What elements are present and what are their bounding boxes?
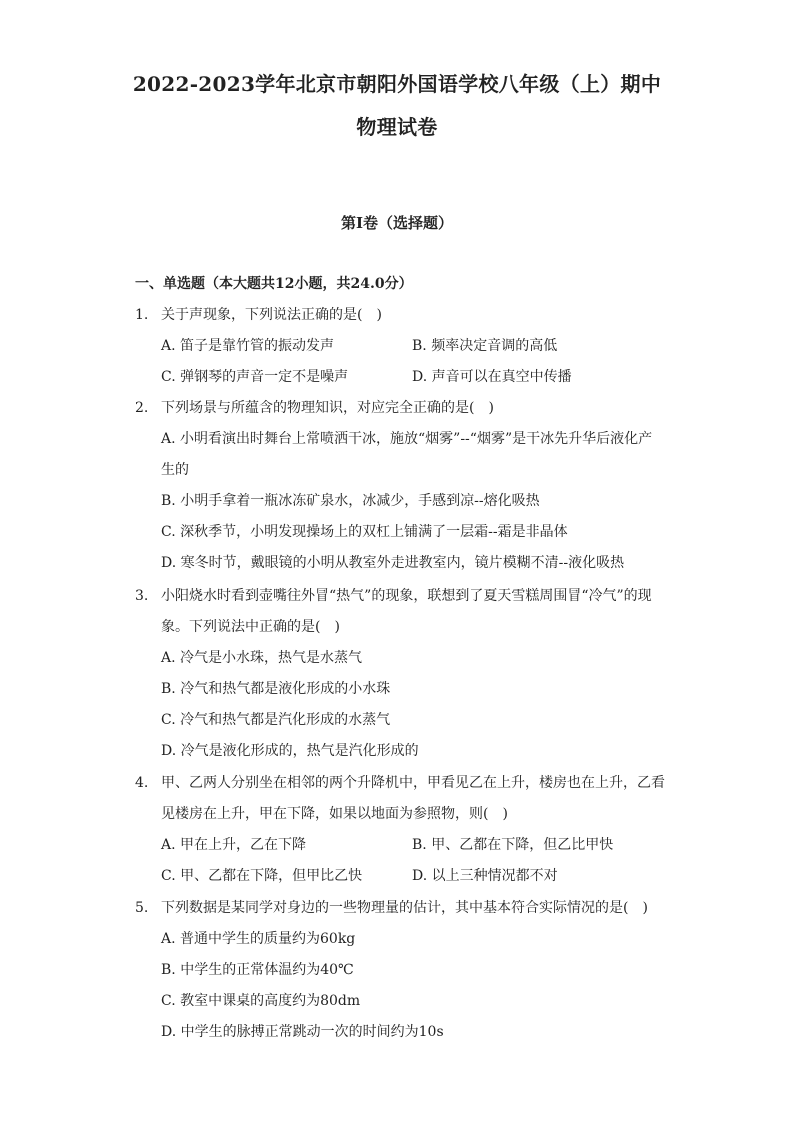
- question-stem: 小阳烧水时看到壶嘴往外冒“热气”的现象，联想到了夏天雪糕周围冒“冷气”的现象。下列说法中正确的是( ): [161, 588, 652, 635]
- section-title: 第I卷（选择题）: [340, 214, 454, 232]
- question-stem: 甲、乙两人分别坐在相邻的两个升降机中，甲看见乙在上升，楼房也在上升，乙看见楼房在上升，甲在下降，如果以地面为参照物，则( ): [161, 775, 665, 822]
- option-2b[interactable]: B. 小明手拿着一瓶冰冻矿泉水，冰减少，手感到凉--熔化吸热: [161, 493, 540, 509]
- option-2c[interactable]: C. 深秋季节，小明发现操场上的双杠上铺满了一层霜--霜是非晶体: [161, 524, 568, 540]
- question-number: 2.: [135, 400, 149, 416]
- exam-title-line2: 物理试卷: [356, 115, 438, 139]
- option-5b[interactable]: B. 中学生的正常体温约为40℃: [161, 962, 354, 978]
- option-1d[interactable]: D. 声音可以在真空中传播: [412, 369, 572, 385]
- option-4a[interactable]: A. 甲在上升，乙在下降: [161, 837, 307, 853]
- option-3c[interactable]: C. 冷气和热气都是汽化形成的水蒸气: [161, 712, 391, 728]
- option-5d[interactable]: D. 中学生的脉搏正常跳动一次的时间约为10s: [161, 1024, 444, 1040]
- question-stem: 下列数据是某同学对身边的一些物理量的估计，其中基本符合实际情况的是( ): [161, 900, 648, 916]
- question-number: 4.: [135, 775, 149, 791]
- question-number: 5.: [135, 900, 149, 916]
- question-number: 3.: [135, 588, 149, 604]
- option-4d[interactable]: D. 以上三种情况都不对: [412, 868, 558, 884]
- option-1c[interactable]: C. 弹钢琴的声音一定不是噪声: [161, 369, 349, 385]
- question-stem: 下列场景与所蕴含的物理知识，对应完全正确的是( ): [161, 400, 494, 416]
- option-3b[interactable]: B. 冷气和热气都是液化形成的小水珠: [161, 681, 391, 697]
- question-number: 1.: [135, 307, 149, 323]
- option-4b[interactable]: B. 甲、乙都在下降，但乙比甲快: [412, 837, 614, 853]
- exam-title-line1: 2022-2023学年北京市朝阳外国语学校八年级（上）期中: [132, 72, 662, 96]
- option-2d[interactable]: D. 寒冬时节，戴眼镜的小明从教室外走进教室内，镜片模糊不清--液化吸热: [161, 555, 625, 571]
- option-3a[interactable]: A. 冷气是小水珠，热气是水蒸气: [161, 650, 363, 666]
- option-2a[interactable]: A. 小明看演出时舞台上常喷洒干冰，施放“烟雾”--“烟雾”是干冰先升华后液化产生的: [161, 431, 653, 478]
- option-5c[interactable]: C. 教室中课桌的高度约为80dm: [161, 993, 361, 1009]
- option-3d[interactable]: D. 冷气是液化形成的，热气是汽化形成的: [161, 743, 419, 759]
- option-1b[interactable]: B. 频率决定音调的高低: [412, 338, 558, 354]
- option-4c[interactable]: C. 甲、乙都在下降，但甲比乙快: [161, 868, 363, 884]
- option-1a[interactable]: A. 笛子是靠竹管的振动发声: [161, 338, 335, 354]
- part-heading: 一、单选题（本大题共12小题，共24.0分）: [135, 276, 413, 292]
- option-5a[interactable]: A. 普通中学生的质量约为60kg: [161, 931, 356, 947]
- question-stem: 关于声现象，下列说法正确的是( ): [161, 307, 382, 323]
